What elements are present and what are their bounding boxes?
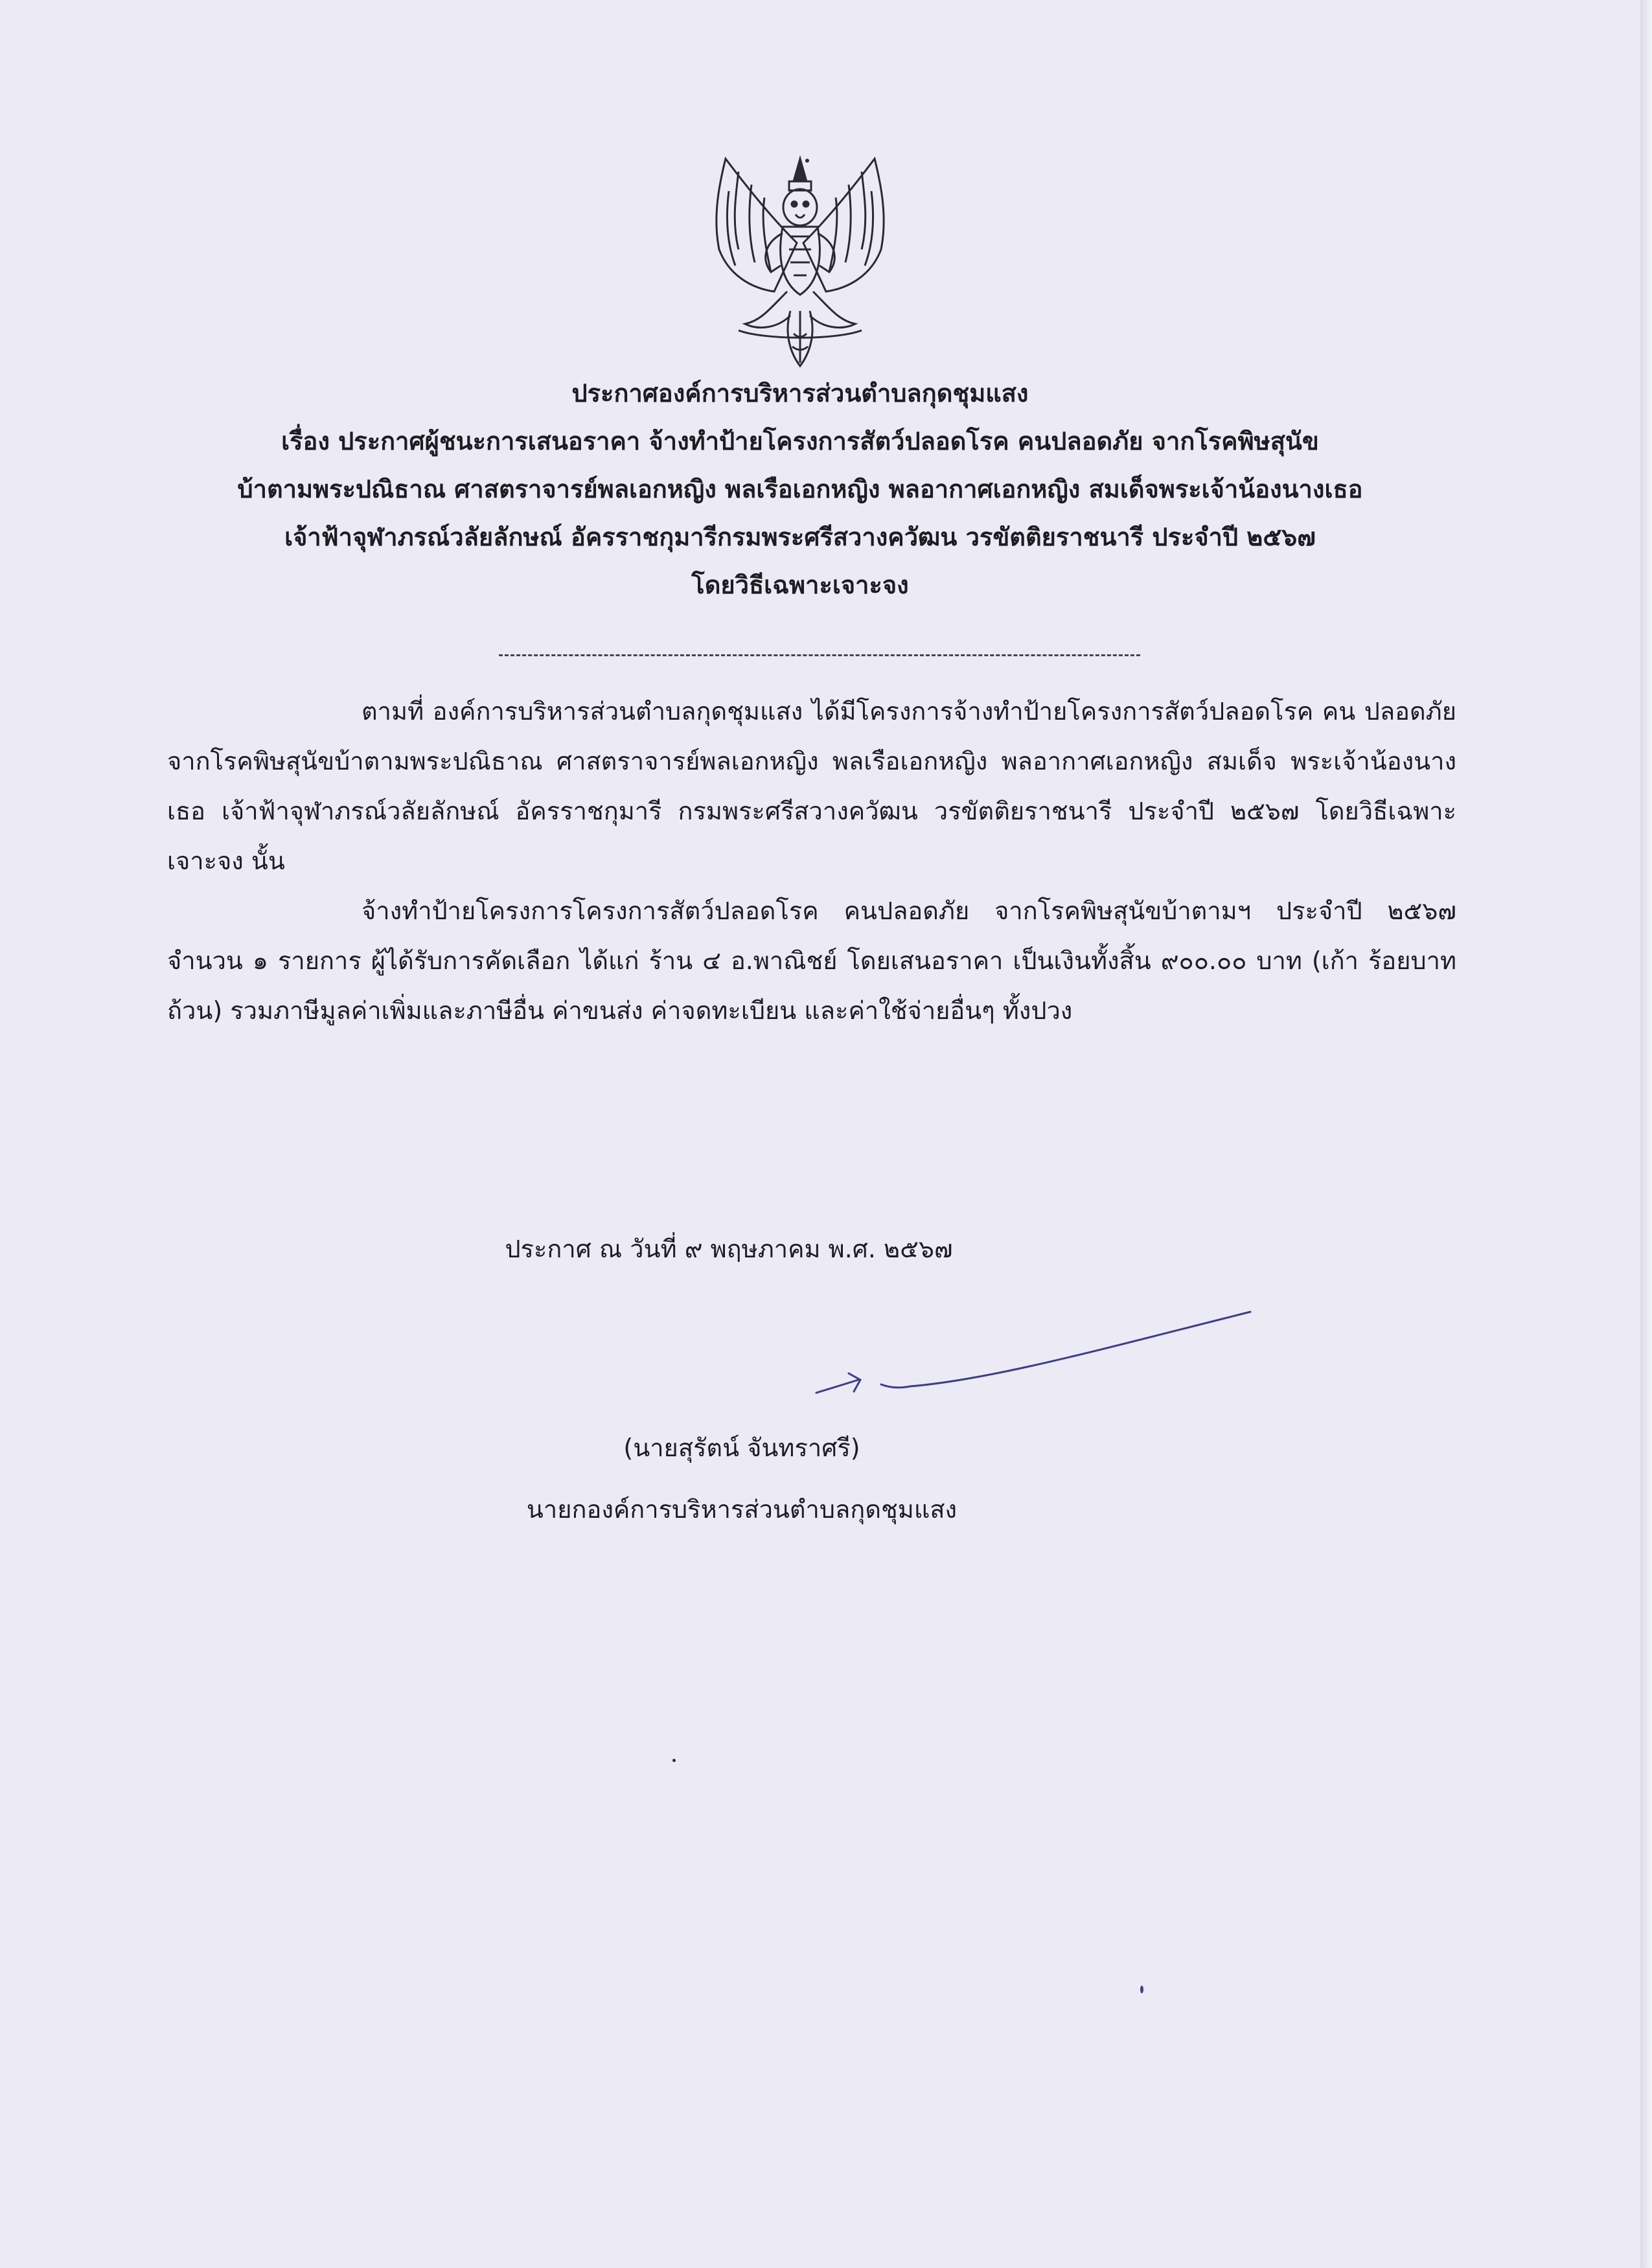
heading-line-4: เจ้าฟ้าจุฬาภรณ์วลัยลักษณ์ อัครราชกุมารีกรมพระศรีสวางควัฒน วรขัตติยราชนารี ประจำปี ๒๕๖๗	[284, 523, 1316, 551]
heading-line-2: เรื่อง ประกาศผู้ชนะการเสนอราคา จ้างทำป้ายโครงการสัตว์ปลอดโรค คนปลอดภัย จากโรคพิษสุนัข	[281, 427, 1319, 455]
page-edge	[1640, 0, 1652, 2268]
heading-line-5: โดยวิธีเฉพาะเจาะจง	[691, 571, 909, 599]
signer-title: นายกองค์การบริหารส่วนตำบลกุดชุมแสง	[526, 1495, 958, 1524]
dashed-divider	[499, 654, 1140, 656]
signature-icon	[797, 1296, 1263, 1425]
speck	[672, 1759, 676, 1762]
signer-name: (นายสุรัตน์ จันทราศรี)	[623, 1434, 860, 1462]
heading-line-1: ประกาศองค์การบริหารส่วนตำบลกุดชุมแสง	[571, 379, 1029, 407]
speck	[1140, 1986, 1143, 1993]
announcement-date: ประกาศ ณ วันที่ ๙ พฤษภาคม พ.ศ. ๒๕๖๗	[505, 1235, 953, 1263]
body-paragraph-1: ตามที่ องค์การบริหารส่วนตำบลกุดชุมแสง ได้มีโครงการจ้างทำป้ายโครงการสัตว์ปลอดโรค คน ปลอดภัย จากโรคพิษสุนัขบ้าตามพระปณิธาณ ศาสตราจารย์พลเอกหญิง พลเรือเอกหญิง พลอากาศเอกหญิง สมเด็จ พระเจ้าน้องนางเธอ เจ้าฟ้าจุฬาภรณ์วลัยลักษณ์ อัครราชกุมารี กรมพระศรีสวางควัฒน วรขัตติยราชนารี ประจำปี ๒๕๖๗ โดยวิธีเฉพาะเจาะจง นั้น	[167, 697, 1456, 875]
garuda-emblem-icon	[700, 146, 901, 372]
speck	[805, 159, 809, 163]
body-paragraph-2: จ้างทำป้ายโครงการโครงการสัตว์ปลอดโรค คนปลอดภัย จากโรคพิษสุนัขบ้าตามฯ ประจำปี ๒๕๖๗ จำนวน ๑ รายการ ผู้ได้รับการคัดเลือก ได้แก่ ร้าน ๔ อ.พาณิชย์ โดยเสนอราคา เป็นเงินทั้งสิ้น ๙๐๐.๐๐ บาท (เก้า ร้อยบาทถ้วน) รวมภาษีมูลค่าเพิ่มและภาษีอื่น ค่าขนส่ง ค่าจดทะเบียน และค่าใช้จ่ายอื่นๆ ทั้งปวง	[167, 897, 1456, 1025]
heading-line-3: บ้าตามพระปณิธาณ ศาสตราจารย์พลเอกหญิง พลเรือเอกหญิง พลอากาศเอกหญิง สมเด็จพระเจ้าน้องนางเธอ	[237, 475, 1363, 503]
